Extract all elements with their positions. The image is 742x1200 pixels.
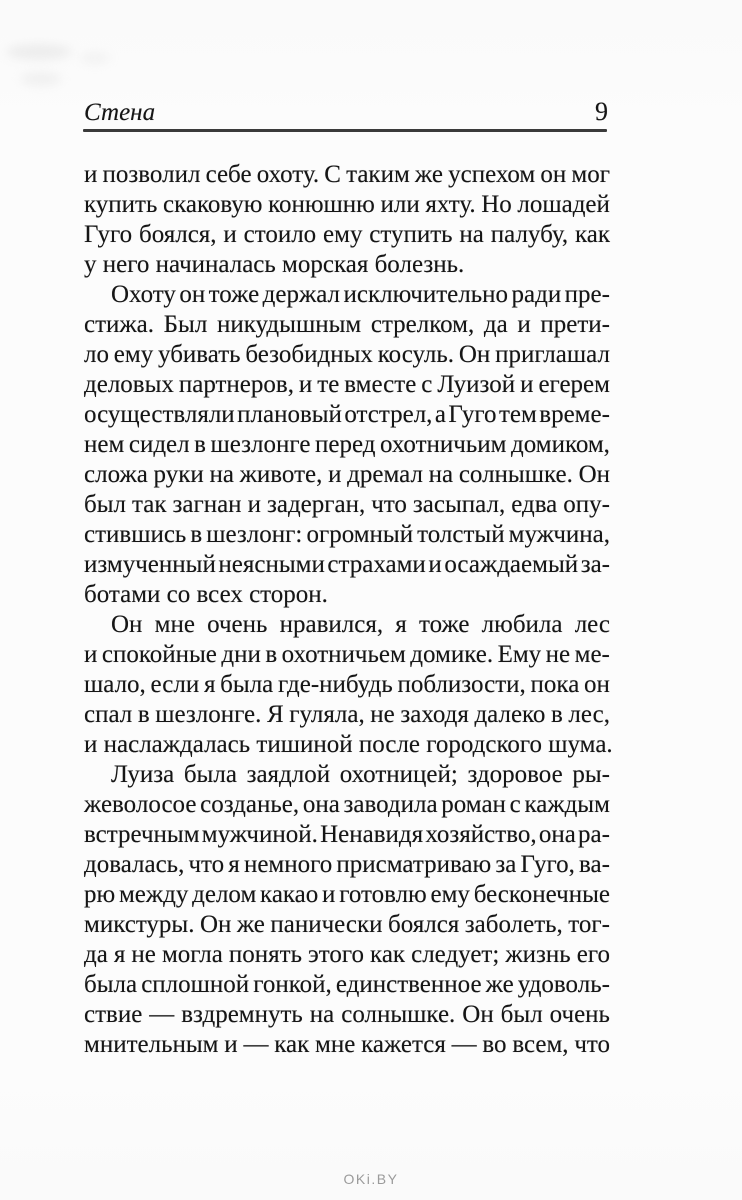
text-line: стившись в шезлонг: огромный толстый мужчина, [84, 521, 610, 548]
scan-smudge [6, 44, 72, 60]
text-line: измученный неясными страхами и осаждаемый за- [84, 551, 610, 578]
text-line: жеволосое созданье, она заводила роман с каждым [84, 791, 610, 818]
text-line: микстуры. Он же панически боялся заболеть, тог- [84, 911, 610, 938]
scan-smudge [80, 52, 110, 64]
text-line: ло ему убивать безобидных косуль. Он приглашал [84, 341, 610, 368]
header-rule [83, 129, 607, 132]
text-line: довалась, что я немного присматриваю за Гуго, ва- [84, 851, 610, 878]
text-line: встречным мужчиной. Ненавидя хозяйство, она ра- [84, 821, 610, 848]
paragraph [84, 610, 613, 760]
text-line: Охоту он тоже держал исключительно ради пре- [111, 281, 610, 308]
text-line: и наслаждалась тишиной после городского шума. [84, 731, 613, 758]
text-line: нем сидел в шезлонге перед охотничьим домиком, [84, 431, 610, 458]
text-line: осуществляли плановый отстрел, а Гуго тем време- [84, 401, 610, 428]
text-line: была сплошной гонкой, единственное же удоволь- [84, 971, 610, 998]
text-line: стижа. Был никудышным стрелком, да и прети- [84, 311, 610, 338]
text-line: и спокойные дни в охотничьем домике. Ему не ме- [84, 641, 610, 668]
text-line: Луиза была заядлой охотницей; здоровое ры- [111, 761, 610, 788]
text-line: Гуго боялся, и стоило ему ступить на палубу, как [84, 221, 610, 248]
text-line: шало, если я была где-нибудь поблизости, пока он [84, 671, 610, 698]
text-line: ствие — вздремнуть на солнышке. Он был очень [84, 1001, 610, 1028]
running-head [84, 98, 608, 127]
text-line: да я не могла понять этого как следует; жизнь его [84, 941, 610, 968]
page-number: 9 [595, 97, 608, 126]
running-title: Стена [84, 99, 156, 126]
paragraph [84, 280, 610, 610]
page-body [84, 160, 613, 1060]
text-line: мнительным и — как мне кажется — во всем, что [84, 1031, 610, 1058]
text-line: сложа руки на животе, и дремал на солнышке. Он [84, 461, 610, 488]
text-line: ботами со всех сторон. [84, 581, 328, 608]
text-line: Он мне очень нравился, я тоже любила лес [111, 611, 610, 638]
text-line: был так загнан и задерган, что засыпал, едва опу- [84, 491, 610, 518]
paragraph [84, 160, 610, 280]
text-line: рю между делом какао и готовлю ему бесконечные [84, 881, 610, 908]
text-line: у него начиналась морская болезнь. [84, 251, 465, 278]
text-line: спал в шезлонге. Я гуляла, не заходя далеко в лес, [84, 701, 610, 728]
text-line: и позволил себе охоту. С таким же успехом он мог [84, 161, 610, 188]
text-line: деловых партнеров, и те вместе с Луизой и егерем [84, 371, 610, 398]
text-line: купить скаковую конюшню или яхту. Но лошадей [84, 191, 610, 218]
scan-smudge [20, 72, 62, 86]
watermark: OKi.BY [343, 1171, 399, 1187]
paragraph [84, 760, 610, 1060]
